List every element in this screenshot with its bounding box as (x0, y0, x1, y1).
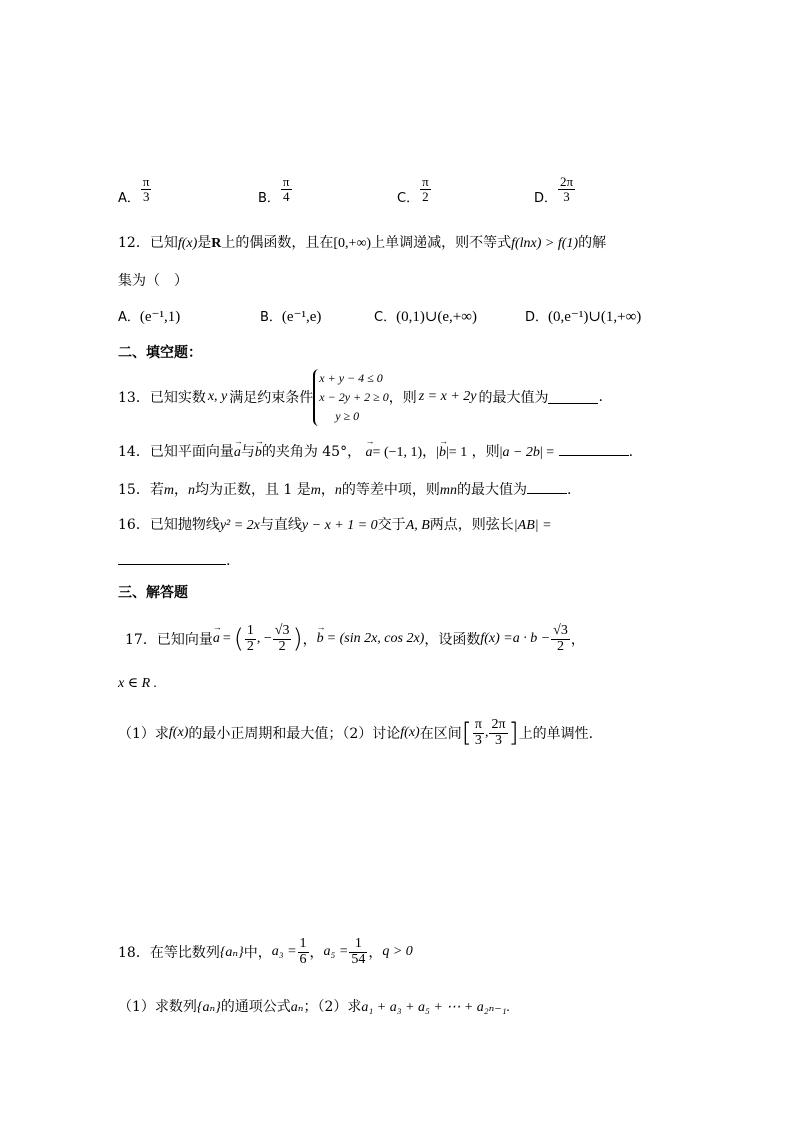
question-15: 15．若m，n均为正数，且 1 是m，n的等差中项，则mn的最大值为 . (118, 482, 572, 498)
q11-option-a: A． $\frac{\pi}{3}$ (118, 174, 150, 206)
question-17-subparts: （1）求 f(x) 的最小正周期和最大值；（2）讨论 f(x) 在区间 [ $\frac{\pi}{3}$ , $\frac{2\pi}{3}$ ] 上的单调性. (118, 716, 594, 748)
q12-option-a: A．(e⁻¹,1) (118, 309, 181, 325)
answer-blank[interactable] (548, 391, 598, 404)
q12-option-b: B．(e⁻¹,e) (260, 309, 322, 325)
q11-option-b: B． $\frac{\pi}{4}$ (258, 174, 290, 206)
question-16: 16．已知抛物线y² = 2x与直线y − x + 1 = 0交于A, B两点，则弦长|AB| = (118, 517, 552, 533)
question-13: 13．已知实数 x, y 满足约束条件 x + y − 4 ≤ 0 x − 2y + 2 ≥ 0 y ≥ 0 ，则 z = x + 2y 的最大值为 . (118, 368, 603, 426)
question-14: 14．已知平面向量→ a与→ b的夹角为 45°， → a= (−1, 1)，|→ b|= 1 ，则|a − 2b| = . (118, 441, 633, 461)
answer-blank[interactable] (559, 443, 629, 456)
question-17: 17．已知向量 → a = ( $\frac{1}{2}$ , − $\frac{√3}{2}$ ) ， → b = (sin 2x, cos 2x) ，设函数 f(x) = a · b − $\frac{√3}{2}$ ， (125, 614, 585, 664)
q12-option-c: C．(0,1)∪(e,+∞) (374, 309, 477, 325)
q11-option-d: D． $\frac{2\pi}{3}$ (534, 174, 574, 206)
section-fill-in-title: 二、填空题： (118, 345, 202, 361)
q11-option-c: C． $\frac{\pi}{2}$ (397, 174, 429, 206)
answer-blank[interactable] (527, 481, 567, 494)
constraint-system: x + y − 4 ≤ 0 x − 2y + 2 ≥ 0 y ≥ 0 (313, 369, 388, 426)
question-18-subparts: （1）求数列{aₙ}的通项公式aₙ；（2）求a₁ + a₃ + a₅ + ⋯ + a₂ₙ₋₁. (118, 999, 511, 1015)
question-12: 12．已知f(x)是R上的偶函数，且在[0,+∞)上单调递减，则不等式f(lnx) > f(1)的解 (118, 235, 607, 251)
question-18: 18．在等比数列 {aₙ} 中， a₃ = $\frac{1}{6}$ ， a₅ = $\frac{1}{54}$ ， q > 0 (118, 935, 413, 967)
q12-option-d: D．(0,e⁻¹)∪(1,+∞) (525, 309, 642, 325)
question-17-domain: x ∈ R . (118, 676, 158, 691)
question-12-line2: 集为（ ） (118, 273, 188, 289)
question-16-blank: . (118, 552, 230, 569)
section-answer-title: 三、解答题 (118, 585, 188, 601)
answer-blank[interactable] (118, 552, 226, 565)
